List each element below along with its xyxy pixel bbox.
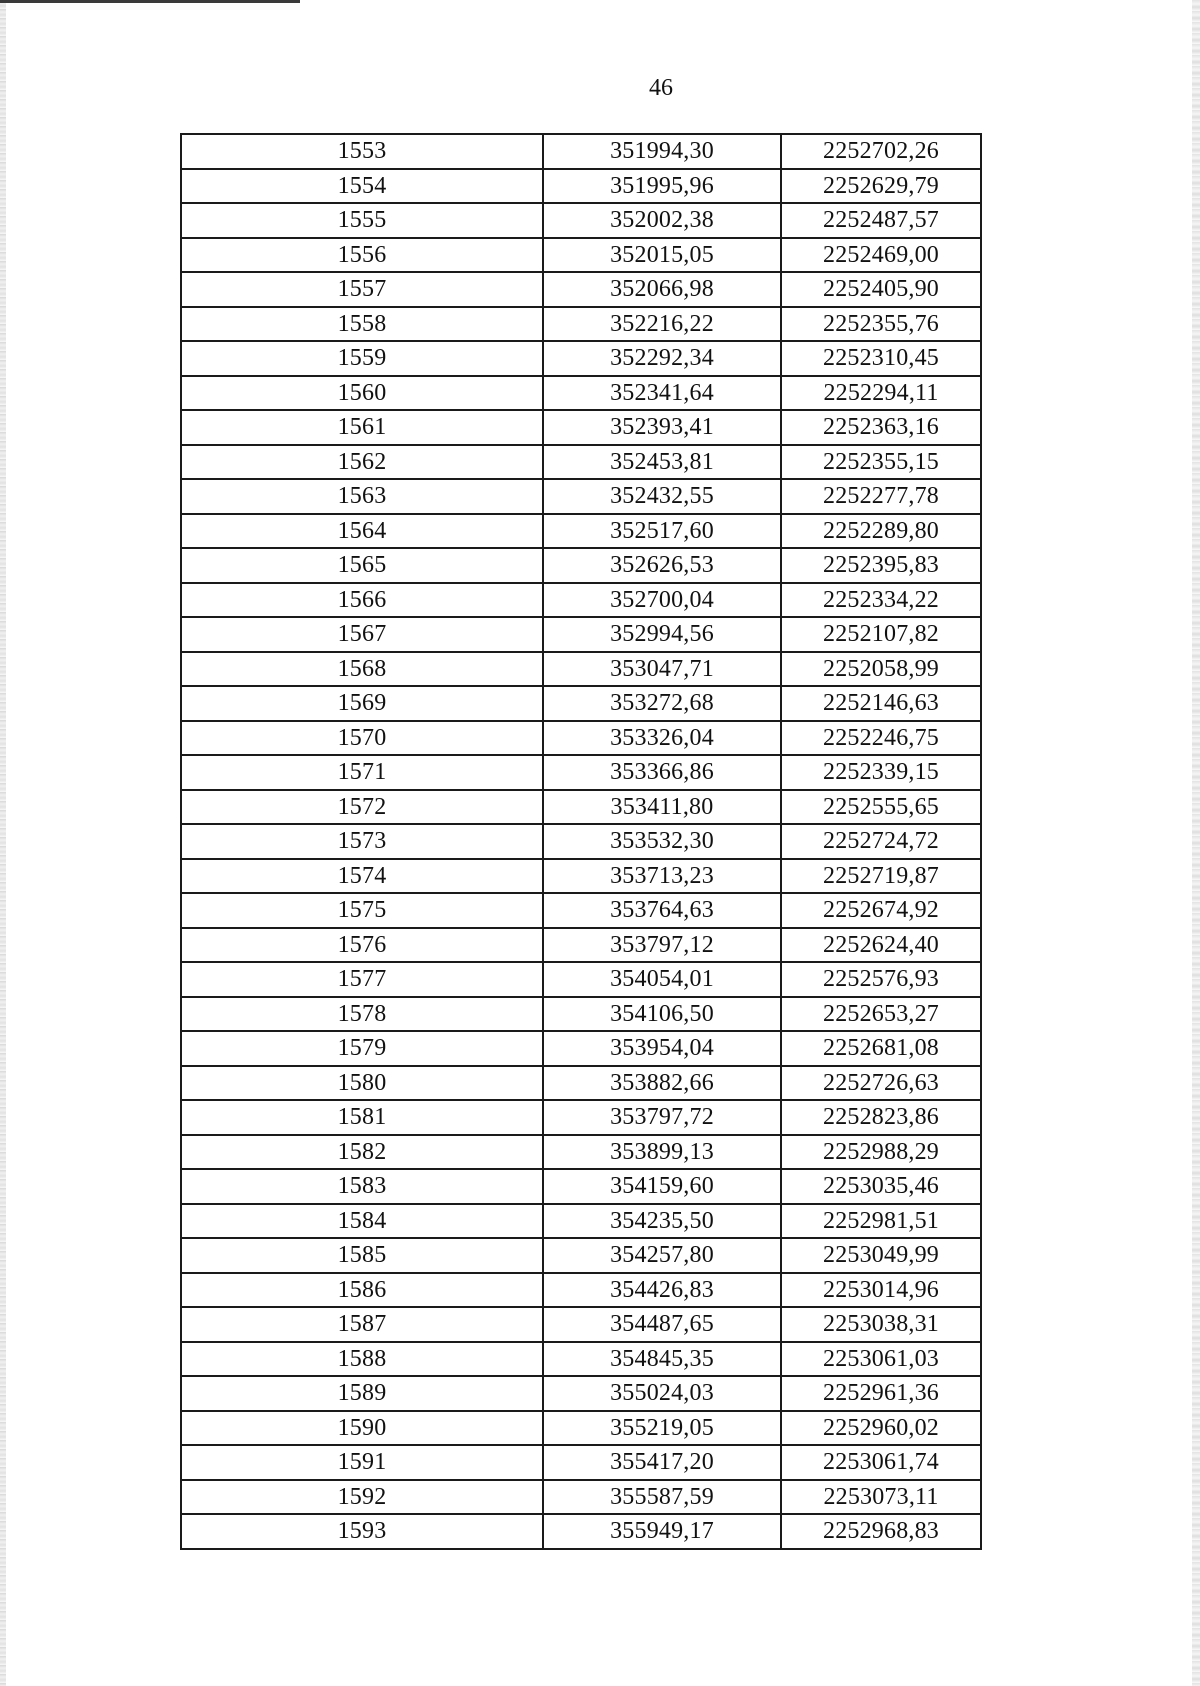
y-coordinate-cell: 2252289,80: [781, 514, 981, 549]
table-row: [181, 134, 981, 169]
x-coordinate-cell: 352002,38: [543, 203, 781, 238]
y-coordinate-cell: 2252487,57: [781, 203, 981, 238]
table-row: [181, 1238, 981, 1273]
point-number-cell: 1575: [181, 893, 543, 928]
x-coordinate-cell: 352393,41: [543, 410, 781, 445]
point-number-cell: 1588: [181, 1342, 543, 1377]
table-row: [181, 755, 981, 790]
y-coordinate-cell: 2252355,15: [781, 445, 981, 480]
x-coordinate-cell: 355219,05: [543, 1411, 781, 1446]
table-row: [181, 203, 981, 238]
point-number-cell: 1580: [181, 1066, 543, 1101]
table-row: [181, 1100, 981, 1135]
x-coordinate-cell: 354845,35: [543, 1342, 781, 1377]
table-row: [181, 410, 981, 445]
y-coordinate-cell: 2252058,99: [781, 652, 981, 687]
table-row: [181, 272, 981, 307]
y-coordinate-cell: 2252719,87: [781, 859, 981, 894]
y-coordinate-cell: 2252246,75: [781, 721, 981, 756]
point-number-cell: 1567: [181, 617, 543, 652]
point-number-cell: 1556: [181, 238, 543, 273]
table-row: [181, 514, 981, 549]
table-row: [181, 1307, 981, 1342]
table-row: [181, 1445, 981, 1480]
table-row: [181, 928, 981, 963]
point-number-cell: 1589: [181, 1376, 543, 1411]
y-coordinate-cell: 2252981,51: [781, 1204, 981, 1239]
x-coordinate-cell: 352994,56: [543, 617, 781, 652]
x-coordinate-cell: 355417,20: [543, 1445, 781, 1480]
table-row: [181, 548, 981, 583]
point-number-cell: 1585: [181, 1238, 543, 1273]
x-coordinate-cell: 353954,04: [543, 1031, 781, 1066]
table-row: [181, 686, 981, 721]
table-row: [181, 169, 981, 204]
point-number-cell: 1562: [181, 445, 543, 480]
y-coordinate-cell: 2252629,79: [781, 169, 981, 204]
table-row: [181, 1480, 981, 1515]
point-number-cell: 1558: [181, 307, 543, 342]
x-coordinate-cell: 353764,63: [543, 893, 781, 928]
point-number-cell: 1583: [181, 1169, 543, 1204]
x-coordinate-cell: 354235,50: [543, 1204, 781, 1239]
table-row: [181, 1411, 981, 1446]
table-row: [181, 617, 981, 652]
x-coordinate-cell: 353797,72: [543, 1100, 781, 1135]
x-coordinate-cell: 355949,17: [543, 1514, 781, 1549]
x-coordinate-cell: 353797,12: [543, 928, 781, 963]
point-number-cell: 1563: [181, 479, 543, 514]
table-row: [181, 307, 981, 342]
y-coordinate-cell: 2252576,93: [781, 962, 981, 997]
y-coordinate-cell: 2253073,11: [781, 1480, 981, 1515]
table-row: [181, 1273, 981, 1308]
y-coordinate-cell: 2253049,99: [781, 1238, 981, 1273]
x-coordinate-cell: 351994,30: [543, 134, 781, 169]
y-coordinate-cell: 2252681,08: [781, 1031, 981, 1066]
y-coordinate-cell: 2252294,11: [781, 376, 981, 411]
point-number-cell: 1565: [181, 548, 543, 583]
point-number-cell: 1591: [181, 1445, 543, 1480]
point-number-cell: 1584: [181, 1204, 543, 1239]
point-number-cell: 1590: [181, 1411, 543, 1446]
x-coordinate-cell: 354426,83: [543, 1273, 781, 1308]
table-row: [181, 790, 981, 825]
table-row: [181, 1514, 981, 1549]
scan-top-bar: [0, 0, 300, 3]
y-coordinate-cell: 2252726,63: [781, 1066, 981, 1101]
y-coordinate-cell: 2252146,63: [781, 686, 981, 721]
x-coordinate-cell: 352700,04: [543, 583, 781, 618]
point-number-cell: 1568: [181, 652, 543, 687]
table-row: [181, 479, 981, 514]
y-coordinate-cell: 2253014,96: [781, 1273, 981, 1308]
y-coordinate-cell: 2252555,65: [781, 790, 981, 825]
y-coordinate-cell: 2252334,22: [781, 583, 981, 618]
y-coordinate-cell: 2252960,02: [781, 1411, 981, 1446]
x-coordinate-cell: 354106,50: [543, 997, 781, 1032]
y-coordinate-cell: 2252339,15: [781, 755, 981, 790]
x-coordinate-cell: 353882,66: [543, 1066, 781, 1101]
point-number-cell: 1554: [181, 169, 543, 204]
y-coordinate-cell: 2252624,40: [781, 928, 981, 963]
table-row: [181, 962, 981, 997]
y-coordinate-cell: 2253061,03: [781, 1342, 981, 1377]
x-coordinate-cell: 353326,04: [543, 721, 781, 756]
point-number-cell: 1576: [181, 928, 543, 963]
table-row: [181, 1376, 981, 1411]
table-row: [181, 238, 981, 273]
x-coordinate-cell: 352517,60: [543, 514, 781, 549]
point-number-cell: 1572: [181, 790, 543, 825]
x-coordinate-cell: 352015,05: [543, 238, 781, 273]
point-number-cell: 1570: [181, 721, 543, 756]
point-number-cell: 1555: [181, 203, 543, 238]
x-coordinate-cell: 355587,59: [543, 1480, 781, 1515]
y-coordinate-cell: 2253035,46: [781, 1169, 981, 1204]
point-number-cell: 1582: [181, 1135, 543, 1170]
x-coordinate-cell: 353532,30: [543, 824, 781, 859]
x-coordinate-cell: 353411,80: [543, 790, 781, 825]
point-number-cell: 1573: [181, 824, 543, 859]
point-number-cell: 1587: [181, 1307, 543, 1342]
x-coordinate-cell: 352341,64: [543, 376, 781, 411]
point-number-cell: 1577: [181, 962, 543, 997]
scan-edge-left: [0, 0, 6, 1686]
point-number-cell: 1564: [181, 514, 543, 549]
y-coordinate-cell: 2252653,27: [781, 997, 981, 1032]
coordinates-table-body: [181, 134, 981, 1549]
x-coordinate-cell: 354159,60: [543, 1169, 781, 1204]
x-coordinate-cell: 353713,23: [543, 859, 781, 894]
y-coordinate-cell: 2252107,82: [781, 617, 981, 652]
point-number-cell: 1569: [181, 686, 543, 721]
y-coordinate-cell: 2252968,83: [781, 1514, 981, 1549]
x-coordinate-cell: 353366,86: [543, 755, 781, 790]
x-coordinate-cell: 352626,53: [543, 548, 781, 583]
point-number-cell: 1553: [181, 134, 543, 169]
y-coordinate-cell: 2252724,72: [781, 824, 981, 859]
x-coordinate-cell: 352432,55: [543, 479, 781, 514]
x-coordinate-cell: 354487,65: [543, 1307, 781, 1342]
point-number-cell: 1559: [181, 341, 543, 376]
x-coordinate-cell: 352453,81: [543, 445, 781, 480]
y-coordinate-cell: 2252988,29: [781, 1135, 981, 1170]
y-coordinate-cell: 2252363,16: [781, 410, 981, 445]
table-row: [181, 824, 981, 859]
table-row: [181, 341, 981, 376]
y-coordinate-cell: 2252674,92: [781, 893, 981, 928]
point-number-cell: 1593: [181, 1514, 543, 1549]
x-coordinate-cell: 353272,68: [543, 686, 781, 721]
x-coordinate-cell: 352292,34: [543, 341, 781, 376]
point-number-cell: 1571: [181, 755, 543, 790]
point-number-cell: 1561: [181, 410, 543, 445]
y-coordinate-cell: 2252823,86: [781, 1100, 981, 1135]
table-row: [181, 1031, 981, 1066]
point-number-cell: 1579: [181, 1031, 543, 1066]
table-row: [181, 445, 981, 480]
point-number-cell: 1592: [181, 1480, 543, 1515]
y-coordinate-cell: 2252355,76: [781, 307, 981, 342]
point-number-cell: 1557: [181, 272, 543, 307]
y-coordinate-cell: 2252277,78: [781, 479, 981, 514]
x-coordinate-cell: 351995,96: [543, 169, 781, 204]
y-coordinate-cell: 2252702,26: [781, 134, 981, 169]
y-coordinate-cell: 2252395,83: [781, 548, 981, 583]
page-number: 46: [649, 75, 673, 101]
x-coordinate-cell: 352066,98: [543, 272, 781, 307]
x-coordinate-cell: 355024,03: [543, 1376, 781, 1411]
y-coordinate-cell: 2252405,90: [781, 272, 981, 307]
table-row: [181, 721, 981, 756]
point-number-cell: 1586: [181, 1273, 543, 1308]
table-row: [181, 376, 981, 411]
point-number-cell: 1560: [181, 376, 543, 411]
table-row: [181, 583, 981, 618]
y-coordinate-cell: 2253038,31: [781, 1307, 981, 1342]
table-row: [181, 1204, 981, 1239]
table-row: [181, 1169, 981, 1204]
coordinates-table: [180, 133, 982, 1550]
table-row: [181, 1066, 981, 1101]
y-coordinate-cell: 2252961,36: [781, 1376, 981, 1411]
table-row: [181, 997, 981, 1032]
x-coordinate-cell: 353047,71: [543, 652, 781, 687]
point-number-cell: 1566: [181, 583, 543, 618]
table-row: [181, 859, 981, 894]
x-coordinate-cell: 354257,80: [543, 1238, 781, 1273]
point-number-cell: 1574: [181, 859, 543, 894]
table-row: [181, 652, 981, 687]
x-coordinate-cell: 353899,13: [543, 1135, 781, 1170]
table-row: [181, 1342, 981, 1377]
scan-edge-right: [1192, 0, 1200, 1686]
table-row: [181, 1135, 981, 1170]
y-coordinate-cell: 2252310,45: [781, 341, 981, 376]
table-row: [181, 893, 981, 928]
y-coordinate-cell: 2252469,00: [781, 238, 981, 273]
y-coordinate-cell: 2253061,74: [781, 1445, 981, 1480]
point-number-cell: 1581: [181, 1100, 543, 1135]
point-number-cell: 1578: [181, 997, 543, 1032]
x-coordinate-cell: 354054,01: [543, 962, 781, 997]
x-coordinate-cell: 352216,22: [543, 307, 781, 342]
